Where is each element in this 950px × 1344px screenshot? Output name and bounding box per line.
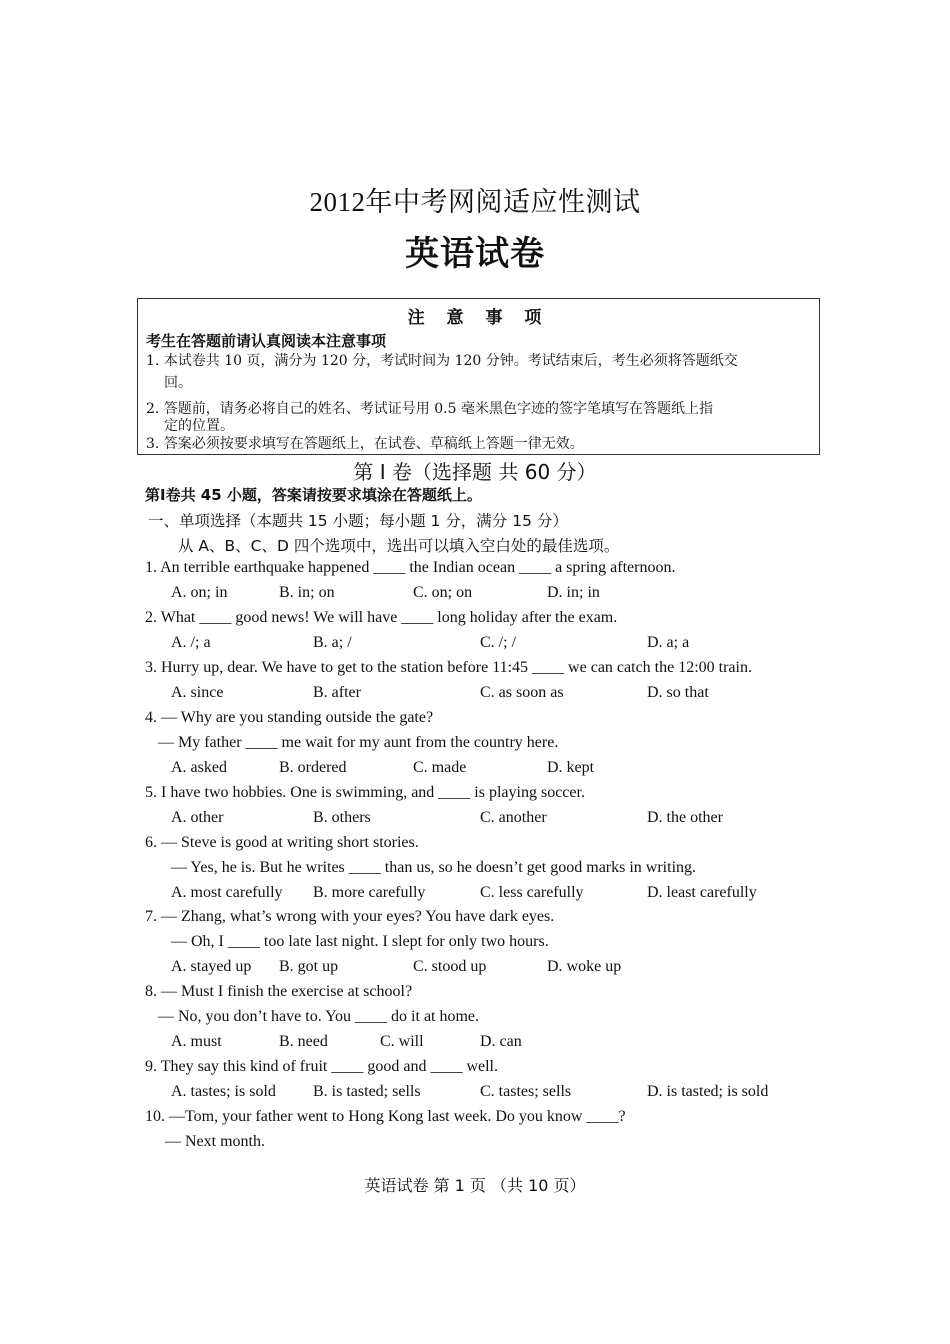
section-title: 第 Ⅰ 卷（选择题 共 60 分）: [353, 460, 597, 484]
option-a: A. since: [171, 684, 224, 701]
option-b: B. more carefully: [313, 884, 426, 901]
option-d: D. the other: [647, 809, 723, 826]
question-stem: 2. What ____ good news! We will have ____ long holiday after the exam.: [145, 609, 618, 626]
notice-item-line: 1. 本试卷共 10 页，满分为 120 分，考试时间为 120 分钟。考试结束后，考生必须将答题纸交: [146, 353, 738, 369]
option-d: D. kept: [547, 759, 595, 776]
option-b: B. a; /: [313, 634, 352, 651]
option-b: B. need: [279, 1033, 328, 1050]
option-d: D. woke up: [547, 958, 622, 975]
option-d: D. least carefully: [647, 884, 757, 901]
question-stem: 5. I have two hobbies. One is swimming, and ____ is playing soccer.: [145, 784, 585, 801]
option-a: A. other: [171, 809, 224, 826]
question-stem: 10. —Tom, your father went to Hong Kong last week. Do you know ____?: [145, 1108, 626, 1125]
option-a: A. tastes; is sold: [171, 1083, 276, 1100]
notice-item-line: 2. 答题前，请务必将自己的姓名、考试证号用 0.5 毫米黑色字迹的签字笔填写在答题纸上指: [146, 401, 713, 417]
option-c: C. made: [413, 759, 467, 776]
option-a: A. asked: [171, 759, 227, 776]
option-c: C. will: [380, 1033, 424, 1050]
option-b: B. is tasted; sells: [313, 1083, 421, 1100]
notice-subheading: 考生在答题前请认真阅读本注意事项: [146, 332, 387, 350]
option-a: A. must: [171, 1033, 222, 1050]
notice-item-line: 回。: [164, 375, 192, 391]
option-b: B. got up: [279, 958, 339, 975]
part-title: 一、单项选择（本题共 15 小题；每小题 1 分，满分 15 分）: [148, 512, 568, 530]
option-a: A. stayed up: [171, 958, 252, 975]
notice-item-line: 3. 答案必须按要求填写在答题纸上，在试卷、草稿纸上答题一律无效。: [146, 436, 584, 452]
option-c: C. less carefully: [480, 884, 584, 901]
option-b: B. others: [313, 809, 371, 826]
question-stem: 1. An terrible earthquake happened ____ the Indian ocean ____ a spring afternoon.: [145, 559, 676, 576]
question-stem: 9. They say this kind of fruit ____ good and ____ well.: [145, 1058, 498, 1075]
option-c: C. as soon as: [480, 684, 564, 701]
question-response: — Next month.: [165, 1133, 265, 1150]
option-a: A. /; a: [171, 634, 211, 651]
question-response: — Oh, I ____ too late last night. I slept for only two hours.: [171, 933, 549, 950]
option-b: B. in; on: [279, 584, 335, 601]
exam-subject-title: 英语试卷: [405, 234, 545, 274]
question-response: — My father ____ me wait for my aunt from the country here.: [158, 734, 559, 751]
option-d: D. so that: [647, 684, 709, 701]
option-d: D. in; in: [547, 584, 600, 601]
part-instruction: 从 A、B、C、D 四个选项中，选出可以填入空白处的最佳选项。: [178, 537, 620, 555]
question-stem: 4. — Why are you standing outside the gate?: [145, 709, 434, 726]
notice-item: [146, 436, 810, 453]
option-c: C. stood up: [413, 958, 487, 975]
section-note: 第Ⅰ卷共 45 小题，答案请按要求填涂在答题纸上。: [145, 486, 482, 504]
option-a: A. on; in: [171, 584, 228, 601]
question-response: — Yes, he is. But he writes ____ than us, so he doesn’t get good marks in writing.: [171, 859, 697, 876]
option-b: B. after: [313, 684, 361, 701]
notice-item: [146, 401, 810, 435]
option-c: C. another: [480, 809, 547, 826]
notice-item-line: 定的位置。: [164, 418, 234, 434]
option-c: C. tastes; sells: [480, 1083, 572, 1100]
option-d: D. is tasted; is sold: [647, 1083, 769, 1100]
option-a: A. most carefully: [171, 884, 283, 901]
page-footer: 英语试卷 第 1 页 （共 10 页）: [364, 1176, 586, 1195]
option-c: C. /; /: [480, 634, 517, 651]
exam-title: 2012年中考网阅适应性测试: [309, 187, 641, 217]
notice-heading: 注 意 事 项: [407, 308, 550, 328]
question-stem: 7. — Zhang, what’s wrong with your eyes? You have dark eyes.: [145, 908, 555, 925]
question-stem: 3. Hurry up, dear. We have to get to the station before 11:45 ____ we can catch the 12:00 train.: [145, 659, 752, 676]
notice-box: [137, 298, 820, 455]
question-stem: 8. — Must I finish the exercise at school?: [145, 983, 413, 1000]
notice-item: [146, 353, 810, 392]
option-b: B. ordered: [279, 759, 347, 776]
option-d: D. can: [480, 1033, 522, 1050]
question-response: — No, you don’t have to. You ____ do it at home.: [158, 1008, 480, 1025]
option-d: D. a; a: [647, 634, 690, 651]
question-stem: 6. — Steve is good at writing short stories.: [145, 834, 419, 851]
option-c: C. on; on: [413, 584, 473, 601]
